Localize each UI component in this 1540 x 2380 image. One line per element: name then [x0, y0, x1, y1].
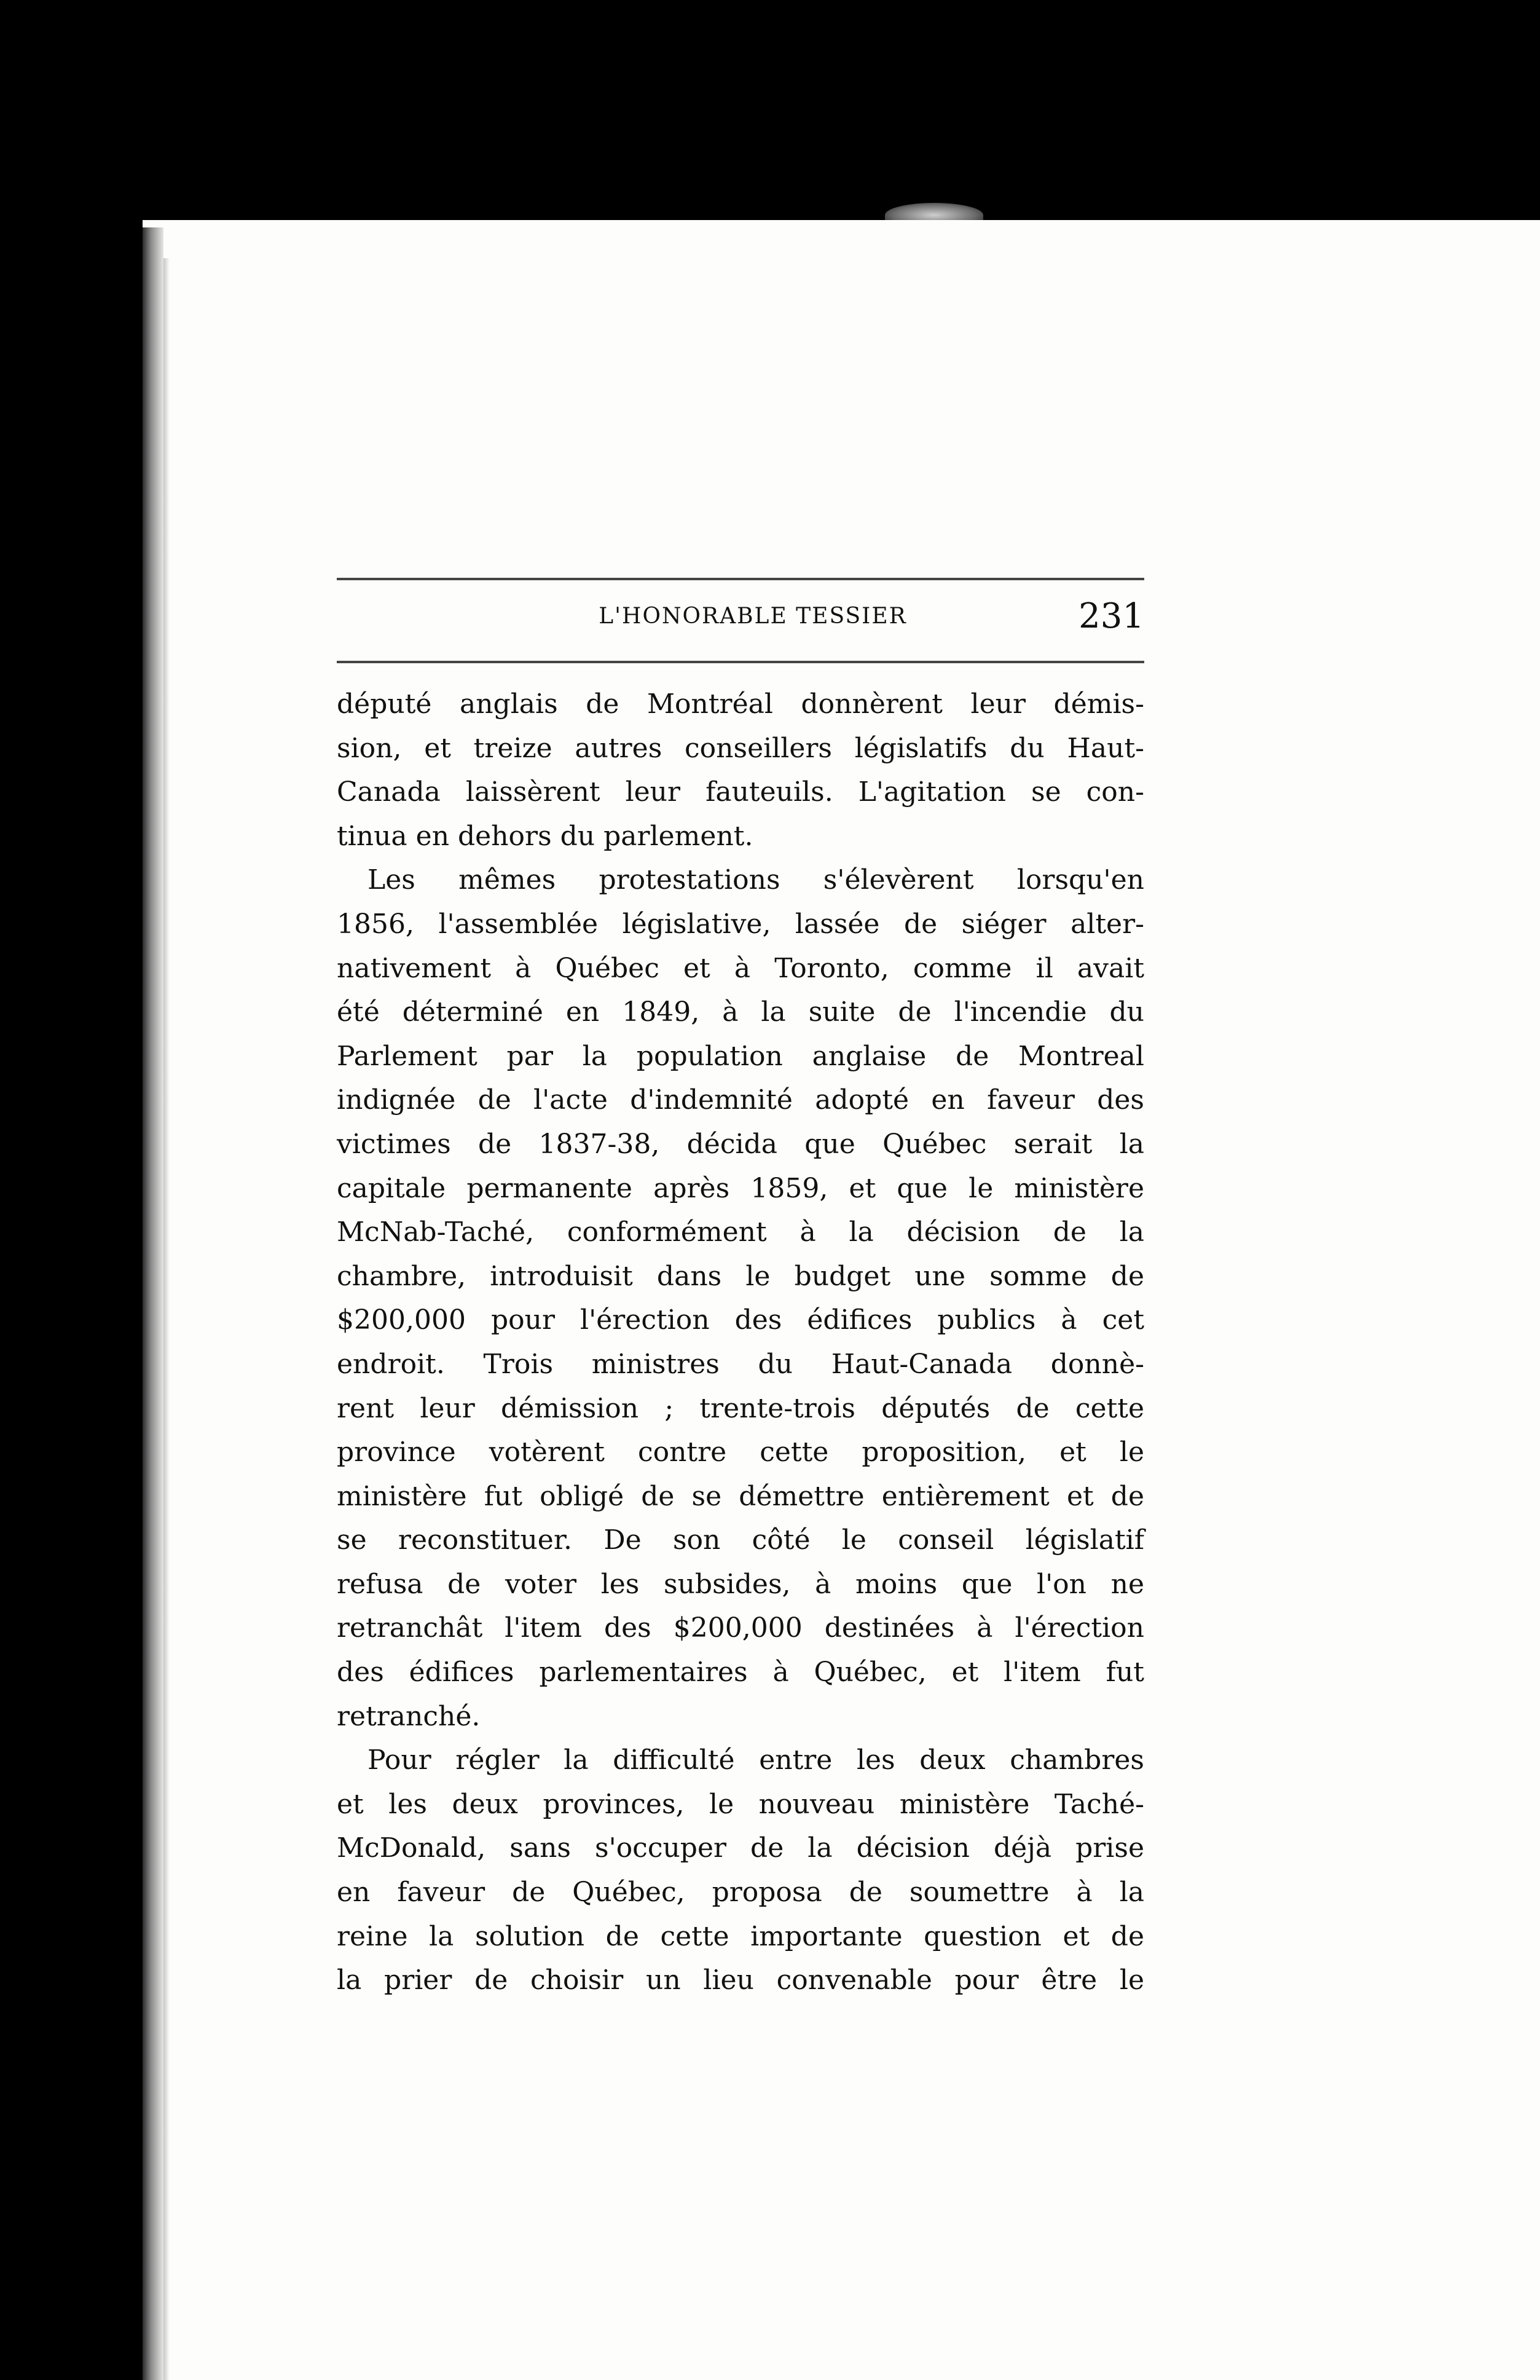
text-line: rent leur démission ; trente-trois députés de cette: [337, 1392, 1144, 1424]
text-line: indignée de l'acte d'indemnité adopté en faveur des: [337, 1084, 1144, 1116]
text-line: McNab-Taché, conformément à la décision de la: [337, 1216, 1144, 1248]
text-line: victimes de 1837-38, décida que Québec serait la: [337, 1128, 1144, 1160]
header-rule-top: [337, 578, 1144, 580]
text-line: tinua en dehors du parlement.: [337, 820, 753, 852]
text-line: retranché.: [337, 1700, 481, 1732]
text-line: McDonald, sans s'occuper de la décision déjà prise: [337, 1832, 1144, 1864]
text-line: et les deux provinces, le nouveau ministère Taché-: [337, 1788, 1144, 1820]
running-head: [337, 596, 1144, 645]
text-line: nativement à Québec et à Toronto, comme il avait: [337, 952, 1144, 984]
text-line: refusa de voter les subsides, à moins que l'on ne: [337, 1568, 1144, 1600]
text-line: reine la solution de cette importante question et de: [337, 1920, 1144, 1952]
body-text: [337, 682, 1144, 2003]
text-line: la prier de choisir un lieu convenable pour être le: [337, 1964, 1144, 1996]
running-head-title: L'HONORABLE TESSIER: [599, 604, 907, 629]
text-line: Parlement par la population anglaise de Montreal: [337, 1040, 1144, 1072]
text-line: retranchât l'item des $200,000 destinées à l'érection: [337, 1612, 1144, 1644]
page-gutter: [163, 258, 170, 2380]
text-line: province votèrent contre cette proposition, et le: [337, 1436, 1144, 1468]
paragraph: [337, 858, 1144, 1738]
text-line: Pour régler la difficulté entre les deux chambres: [367, 1744, 1144, 1776]
text-line: été déterminé en 1849, à la suite de l'incendie du: [337, 996, 1144, 1028]
paragraph: [337, 682, 1144, 858]
text-line: $200,000 pour l'érection des édifices publics à cet: [337, 1304, 1144, 1336]
text-line: Canada laissèrent leur fauteuils. L'agitation se con-: [337, 776, 1144, 808]
text-line: endroit. Trois ministres du Haut-Canada donnè-: [337, 1348, 1144, 1380]
text-line: 1856, l'assemblée législative, lassée de siéger alter-: [337, 908, 1144, 940]
text-line: se reconstituer. De son côté le conseil législatif: [337, 1524, 1144, 1556]
text-line: des édifices parlementaires à Québec, et l'item fut: [337, 1657, 1144, 1688]
text-line: député anglais de Montréal donnèrent leur démis-: [337, 688, 1144, 720]
text-line: ministère fut obligé de se démettre entièrement et de: [337, 1480, 1144, 1512]
text-line: capitale permanente après 1859, et que le ministère: [337, 1172, 1144, 1204]
text-line: en faveur de Québec, proposa de soumettre à la: [337, 1877, 1144, 1909]
page-number: 231: [1078, 596, 1144, 636]
header-rule-bottom: [337, 661, 1144, 663]
text-line: Les mêmes protestations s'élevèrent lorsqu'en: [367, 864, 1144, 896]
page-spine-shadow: [143, 227, 163, 2380]
paragraph: [337, 1738, 1144, 2003]
text-line: sion, et treize autres conseillers législatifs du Haut-: [337, 732, 1144, 764]
text-line: chambre, introduisit dans le budget une somme de: [337, 1260, 1144, 1292]
